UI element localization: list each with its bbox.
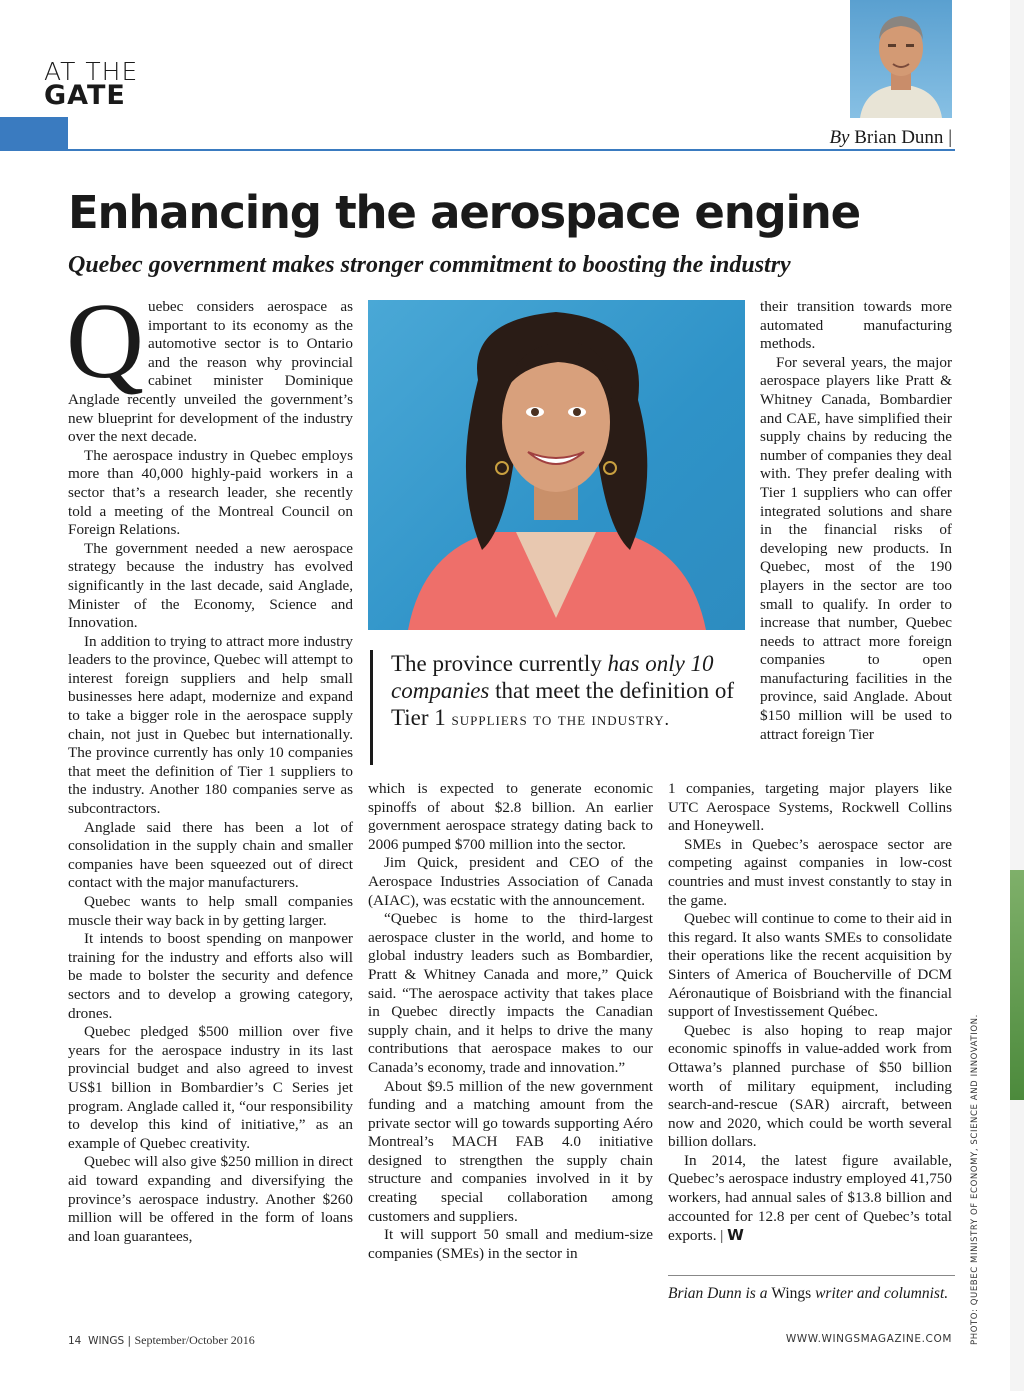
end-mark: W <box>727 1226 744 1245</box>
pull-quote-text: The province currently <box>391 651 608 676</box>
article-paragraph: Quebec is also hoping to reap major economic spinoffs in value-added work from Ottawa’s planned purchase of $50 billion worth of military equipment, including search-and-rescue (SAR) aircraft, between now and 2020, which could be worth several billion dollars. <box>668 1021 952 1151</box>
article-paragraph: For several years, the major aerospace players like Pratt & Whitney Canada, Bombardier and CAE, have simplified their supply chains by reducing the number of companies they deal with. They prefer dealing with Tier 1 suppliers who can offer integrated solutions and share in the financial risks of developing new products. In Quebec, most of the 190 players in the sector are too small to qualify. In order to increase that number, Quebec needs to attract more foreign companies to open manufacturing facilities in the province, said Anglade. About $150 million will be used to attract foreign Tier <box>760 353 952 743</box>
article-column-3-top <box>760 298 952 744</box>
pull-quote <box>370 650 740 765</box>
article-text: uebec considers aerospace as important to its economy as the automotive sector is to Ontario and the reason why provincial cabinet minister Dominique Anglade recently unveiled the government’s new blueprint for development of the industry over the next decade. <box>68 298 353 446</box>
footer-url[interactable]: WWW.WINGSMAGAZINE.COM <box>785 1333 952 1345</box>
article-paragraph: The aerospace industry in Quebec employs more than 40,000 highly-paid workers in a sector that’s a research leader, she recently told a meeting of the Montreal Council on Foreign Relations. <box>68 446 353 539</box>
article-paragraph: Quebec pledged $500 million over five years for the aerospace industry in its last provincial budget and also agreed to invest US$1 billion in Bombardier’s C Series jet program. Anglade called it, “our responsibility to develop this kind of initiative,” as an example of Quebec creativity. <box>68 1023 353 1152</box>
article-paragraph: Quebec wants to help small companies muscle their way back in by getting larger. <box>68 893 353 929</box>
author-bio <box>668 1284 955 1303</box>
bio-rule <box>668 1275 955 1276</box>
article-photo <box>368 300 745 630</box>
article-paragraph <box>668 1152 952 1246</box>
article-paragraph: Jim Quick, president and CEO of the Aerospace Industries Association of Canada (AIAC), was ecstatic with the announcement. <box>368 854 653 909</box>
section-label-line1: AT THE <box>44 57 139 86</box>
photo-credit: PHOTO: QUEBEC MINISTRY OF ECONOMY, SCIENCE AND INNOVATION. <box>970 1014 980 1345</box>
section-label <box>44 57 139 111</box>
article-paragraph: which is expected to generate economic spinoffs of about $2.8 billion. An earlier government aerospace strategy dating back to 2006 pumped $700 million into the sector. <box>368 780 653 853</box>
byline-author: Brian Dunn <box>854 127 944 148</box>
header-rule <box>0 149 955 151</box>
article-paragraph: SMEs in Quebec’s aerospace sector are competing against companies in low-cost countries and must invest constantly to stay in the game. <box>668 835 952 909</box>
page-edge <box>1010 0 1024 1391</box>
pull-quote-smallcaps: suppliers to the industry. <box>451 709 671 729</box>
article-column-3-bottom <box>668 780 952 1246</box>
page-edge-photo <box>1010 870 1024 1100</box>
byline-by: By <box>829 127 850 148</box>
byline-separator: | <box>948 127 952 148</box>
pull-quote-emphasis: has only 10 companies <box>391 651 714 703</box>
article-column-2 <box>368 780 653 1263</box>
author-photo <box>850 0 952 118</box>
subtitle: Quebec government makes stronger commitment to boosting the industry <box>68 252 791 278</box>
drop-cap: Q <box>66 282 144 401</box>
article-paragraph: “Quebec is home to the third-largest aerospace cluster in the world, and home to global industry leaders such as Bombardier, Pratt & Whitney Canada and more,” Quick said. “The aerospace activity that takes place in Quebec directly impacts the Canadian supply chain, and it helps to drive the many contributions that aerospace makes to our Canada’s economy, trade and innovation.” <box>368 910 653 1076</box>
byline <box>829 127 952 149</box>
section-label-line2: GATE <box>44 80 126 111</box>
footer-folio <box>68 1333 255 1348</box>
article-paragraph: 1 companies, targeting major players like UTC Aerospace Systems, Rockwell Collins and Honeywell. <box>668 780 952 835</box>
footer-separator: | <box>127 1335 132 1347</box>
bio-magazine: Wings <box>771 1285 812 1302</box>
headline: Enhancing the aerospace engine <box>68 186 860 239</box>
bio-text: writer and columnist. <box>811 1285 949 1302</box>
article-column-1 <box>66 282 353 1246</box>
bio-text: Brian Dunn is a <box>668 1285 772 1302</box>
article-paragraph: their transition towards more automated manufacturing methods. <box>760 298 952 353</box>
article-paragraph: The government needed a new aerospace strategy because the industry has evolved significantly in the last decade, said Anglade, Minister of the Economy, Science and Innovation. <box>68 539 353 632</box>
article-paragraph <box>66 282 353 447</box>
article-paragraph: About $9.5 million of the new government funding and a matching amount from the private sector will go towards supporting Aéro Montreal’s MACH FAB 4.0 initiative designed to strengthen the supply chain structure and companies involved in it by creating special collaboration among customers and suppliers. <box>368 1077 653 1225</box>
article-paragraph: Quebec will continue to come to their aid in this regard. It also wants SMEs to consolidate their operations like the recent acquisition by Sinters of America of Boucherville of DCM Aéronautique of Boisbriand with the financial support of Investissement Québec. <box>668 910 952 1021</box>
section-accent-bar <box>0 117 68 151</box>
article-paragraph: It will support 50 small and medium-size companies (SMEs) in the sector in <box>368 1226 653 1262</box>
article-paragraph: It intends to boost spending on manpower training for the industry and efforts also will be made to bolster the security and defence sectors and to develop a growing category, drones. <box>68 930 353 1022</box>
pull-quote-text: that meet the definition of Tier 1 <box>391 678 734 730</box>
article-paragraph: Quebec will also give $250 million in direct aid toward expanding and diversifying the province’s aerospace industry. Another $260 million will be offered in the form of loans and loan guarantees, <box>68 1153 353 1245</box>
article-paragraph: Anglade said there has been a lot of consolidation in the supply chain and smaller companies have been squeezed out of direct contact with the major manufacturers. <box>68 818 353 892</box>
footer-issue: September/October 2016 <box>134 1333 255 1347</box>
footer-magazine: WINGS <box>88 1335 125 1347</box>
article-text: In 2014, the latest figure available, Quebec’s aerospace industry employed 41,750 workers, had annual sales of $13.8 billion and accounted for 12.8 per cent of Quebec’s total exports. | <box>668 1151 952 1245</box>
page-number: 14 <box>68 1335 82 1347</box>
article-paragraph: In addition to trying to attract more industry leaders to the province, Quebec will attempt to interest foreign suppliers and help small businesses here adapt, modernize and expand to take a bigger role in the aerospace supply chain, not just in Quebec but internationally. The province currently has only 10 companies that meet the definition of Tier 1 suppliers to the industry. Another 180 companies serve as subcontractors. <box>68 632 353 818</box>
